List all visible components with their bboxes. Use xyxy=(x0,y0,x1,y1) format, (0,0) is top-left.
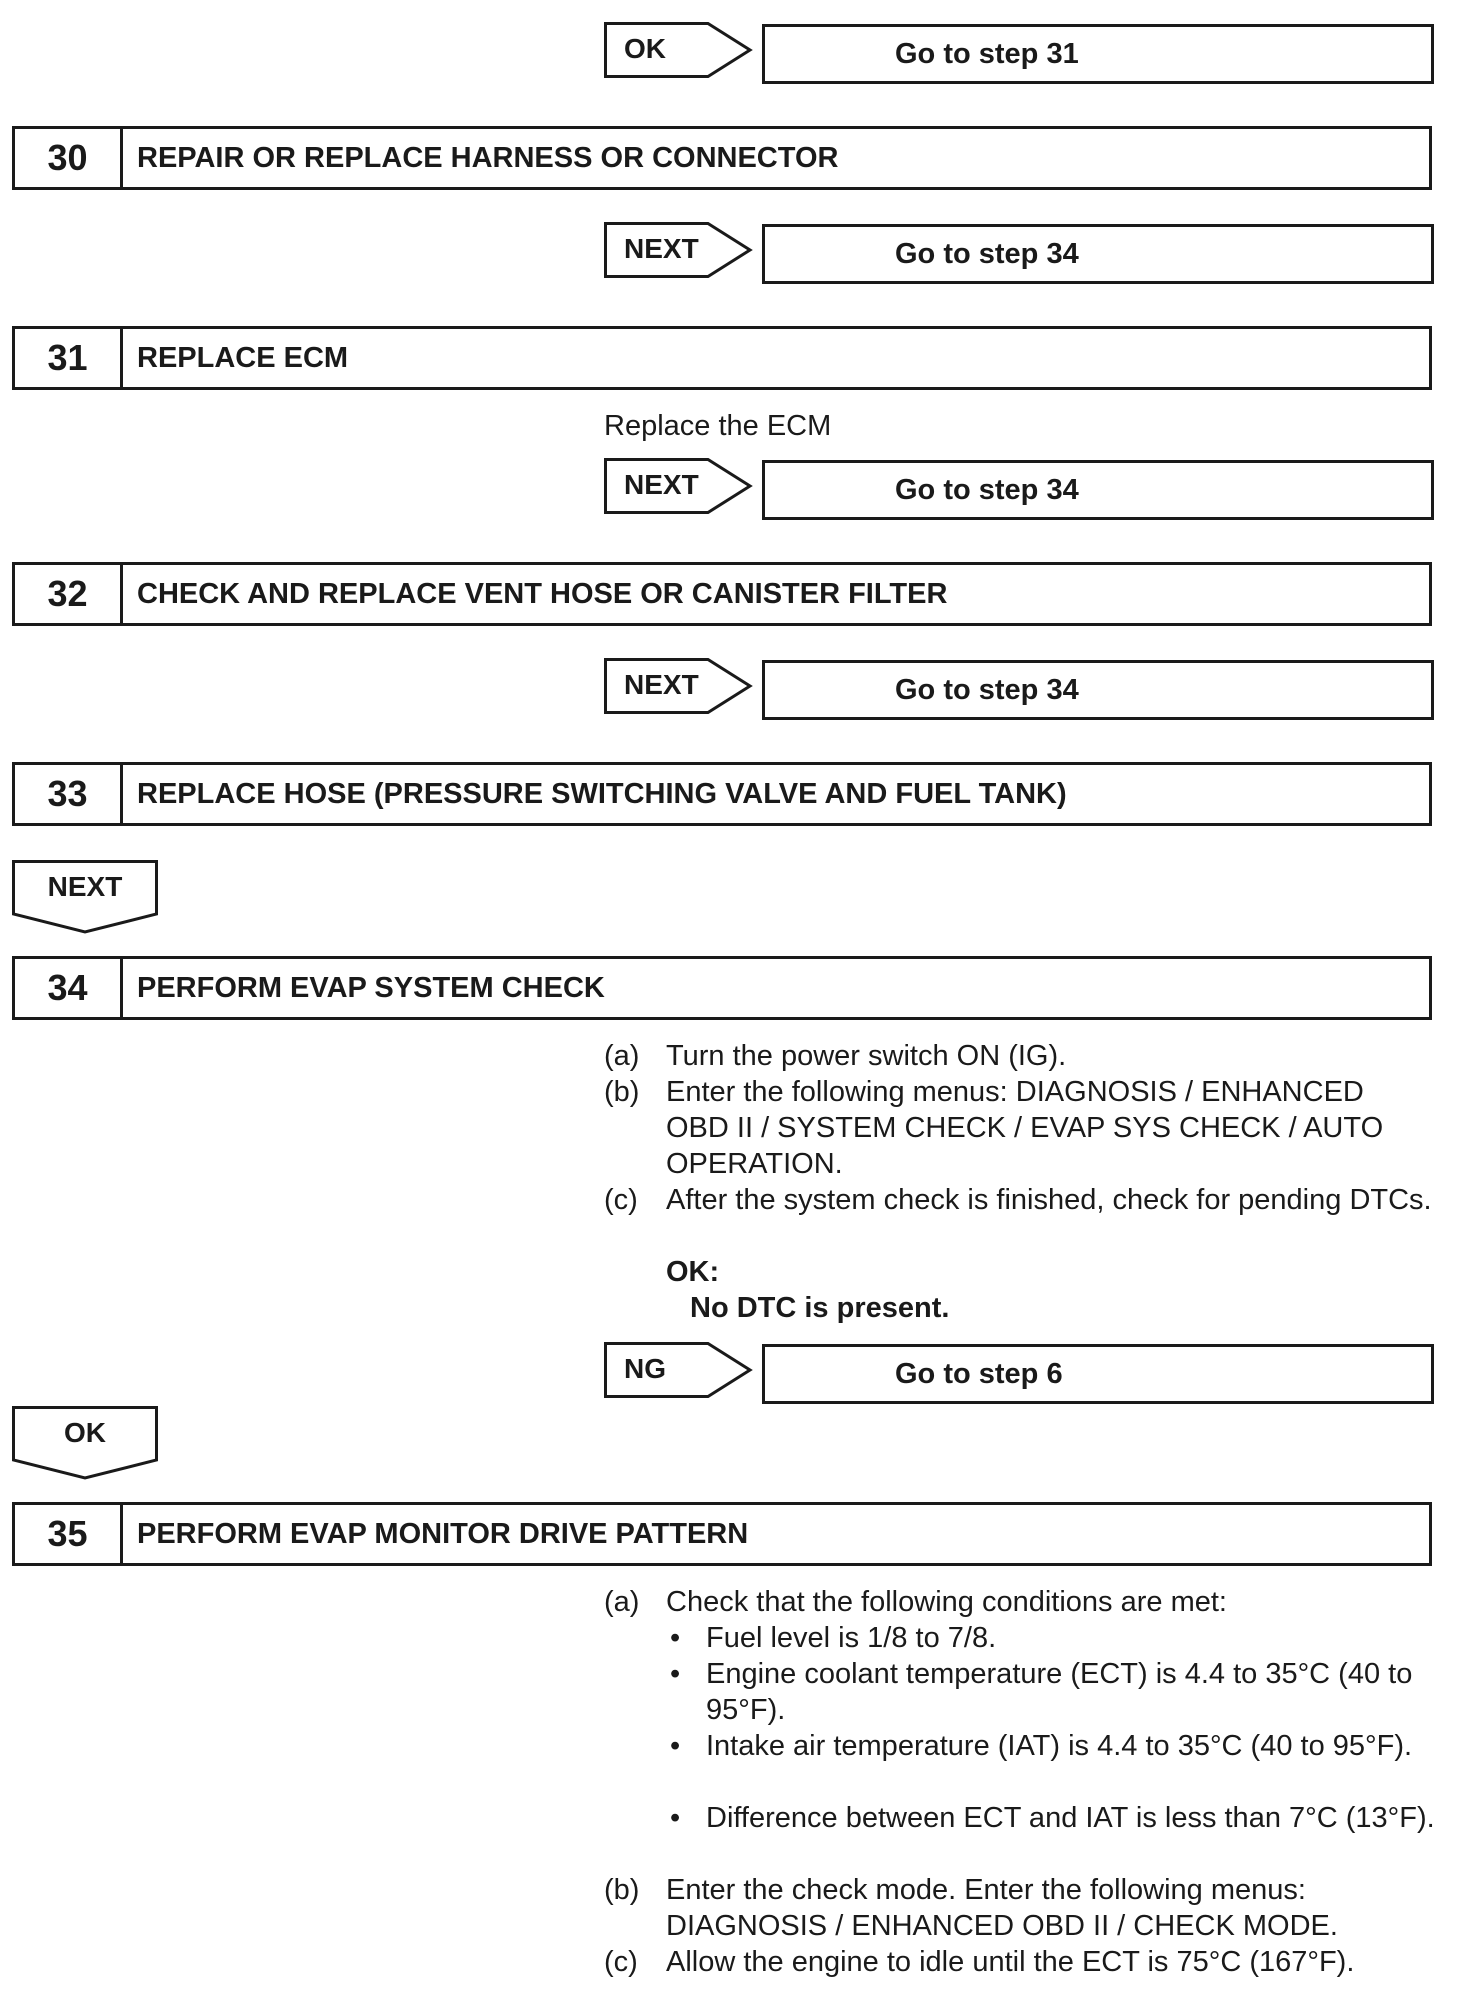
next-arrow-tag xyxy=(604,222,754,280)
bullet-text: Engine coolant temperature (ECT) is 4.4 to 35°C (40 to 95°F). xyxy=(706,1658,1413,1726)
ok-arrow-tag xyxy=(604,22,754,80)
list-marker: (b) xyxy=(604,1874,640,1906)
go-to-step-box[interactable]: Go to step 34 xyxy=(762,460,1434,520)
list-marker: (b) xyxy=(604,1076,640,1108)
next-down-tag[interactable] xyxy=(12,860,158,934)
step-number: 32 xyxy=(15,565,123,623)
next-arrow-tag xyxy=(604,458,754,516)
bullet-icon: • xyxy=(670,1658,681,1690)
list-text: Check that the following conditions are met: xyxy=(666,1586,1227,1618)
go-to-step-box[interactable]: Go to step 34 xyxy=(762,660,1434,720)
step-title: REPLACE ECM xyxy=(137,341,349,374)
list-marker: (c) xyxy=(604,1184,638,1216)
next-arrow-tag xyxy=(604,658,754,716)
go-to-step-box[interactable]: Go to step 6 xyxy=(762,1344,1434,1404)
flow-tag-label: OK xyxy=(624,33,666,64)
flow-ng-step-6 xyxy=(604,1342,1434,1404)
step-title: CHECK AND REPLACE VENT HOSE OR CANISTER FILTER xyxy=(137,577,948,610)
flow-ok-step-31 xyxy=(604,22,1434,84)
list-text: Enter the following menus: DIAGNOSIS / ENHANCED OBD II / SYSTEM CHECK / EVAP SYS CHECK / AUTO OPERATION. xyxy=(666,1076,1384,1180)
flow-tag-label: NEXT xyxy=(624,469,699,500)
bullet-text: Difference between ECT and IAT is less than 7°C (13°F). xyxy=(706,1802,1435,1834)
step-header-32 xyxy=(12,562,1432,626)
step-header-30 xyxy=(12,126,1432,190)
ok-condition: No DTC is present. xyxy=(690,1292,950,1324)
ok-label: OK: xyxy=(666,1256,720,1288)
bullet-icon: • xyxy=(670,1802,681,1834)
list-marker: (c) xyxy=(604,1946,638,1978)
step-header-35 xyxy=(12,1502,1432,1566)
step-number: 34 xyxy=(15,959,123,1017)
step-title: PERFORM EVAP MONITOR DRIVE PATTERN xyxy=(137,1517,749,1550)
step-31-instruction: Replace the ECM xyxy=(604,410,832,442)
list-text: Enter the check mode. Enter the following menus: DIAGNOSIS / ENHANCED OBD II / CHECK MODE. xyxy=(666,1874,1338,1942)
go-to-step-box[interactable]: Go to step 34 xyxy=(762,224,1434,284)
ng-arrow-tag xyxy=(604,1342,754,1400)
down-tag-label: NEXT xyxy=(47,871,123,902)
step-title: REPLACE HOSE (PRESSURE SWITCHING VALVE AND FUEL TANK) xyxy=(137,777,1067,810)
step-number: 35 xyxy=(15,1505,123,1563)
list-text: Allow the engine to idle until the ECT is 75°C (167°F). xyxy=(666,1946,1355,1978)
step-header-33 xyxy=(12,762,1432,826)
flow-tag-label: NEXT xyxy=(624,669,699,700)
step-title: PERFORM EVAP SYSTEM CHECK xyxy=(137,971,605,1004)
step-number: 30 xyxy=(15,129,123,187)
bullet-text: Intake air temperature (IAT) is 4.4 to 35°C (40 to 95°F). xyxy=(706,1730,1413,1762)
list-text: After the system check is finished, check for pending DTCs. xyxy=(666,1184,1432,1216)
go-to-step-box[interactable]: Go to step 31 xyxy=(762,24,1434,84)
step-number: 31 xyxy=(15,329,123,387)
list-marker: (a) xyxy=(604,1586,640,1618)
step-header-31 xyxy=(12,326,1432,390)
flow-next-step-34 xyxy=(604,458,1434,520)
step-number: 33 xyxy=(15,765,123,823)
list-text: Turn the power switch ON (IG). xyxy=(666,1040,1067,1072)
bullet-icon: • xyxy=(670,1730,681,1762)
bullet-icon: • xyxy=(670,1622,681,1654)
step-header-34 xyxy=(12,956,1432,1020)
step-title: REPAIR OR REPLACE HARNESS OR CONNECTOR xyxy=(137,141,839,174)
flow-next-step-34 xyxy=(604,658,1434,720)
down-tag-label: OK xyxy=(64,1417,106,1448)
flow-next-step-34 xyxy=(604,222,1434,284)
flow-tag-label: NG xyxy=(624,1353,666,1384)
ok-down-tag[interactable] xyxy=(12,1406,158,1480)
flow-tag-label: NEXT xyxy=(624,233,699,264)
bullet-text: Fuel level is 1/8 to 7/8. xyxy=(706,1622,997,1654)
list-marker: (a) xyxy=(604,1040,640,1072)
